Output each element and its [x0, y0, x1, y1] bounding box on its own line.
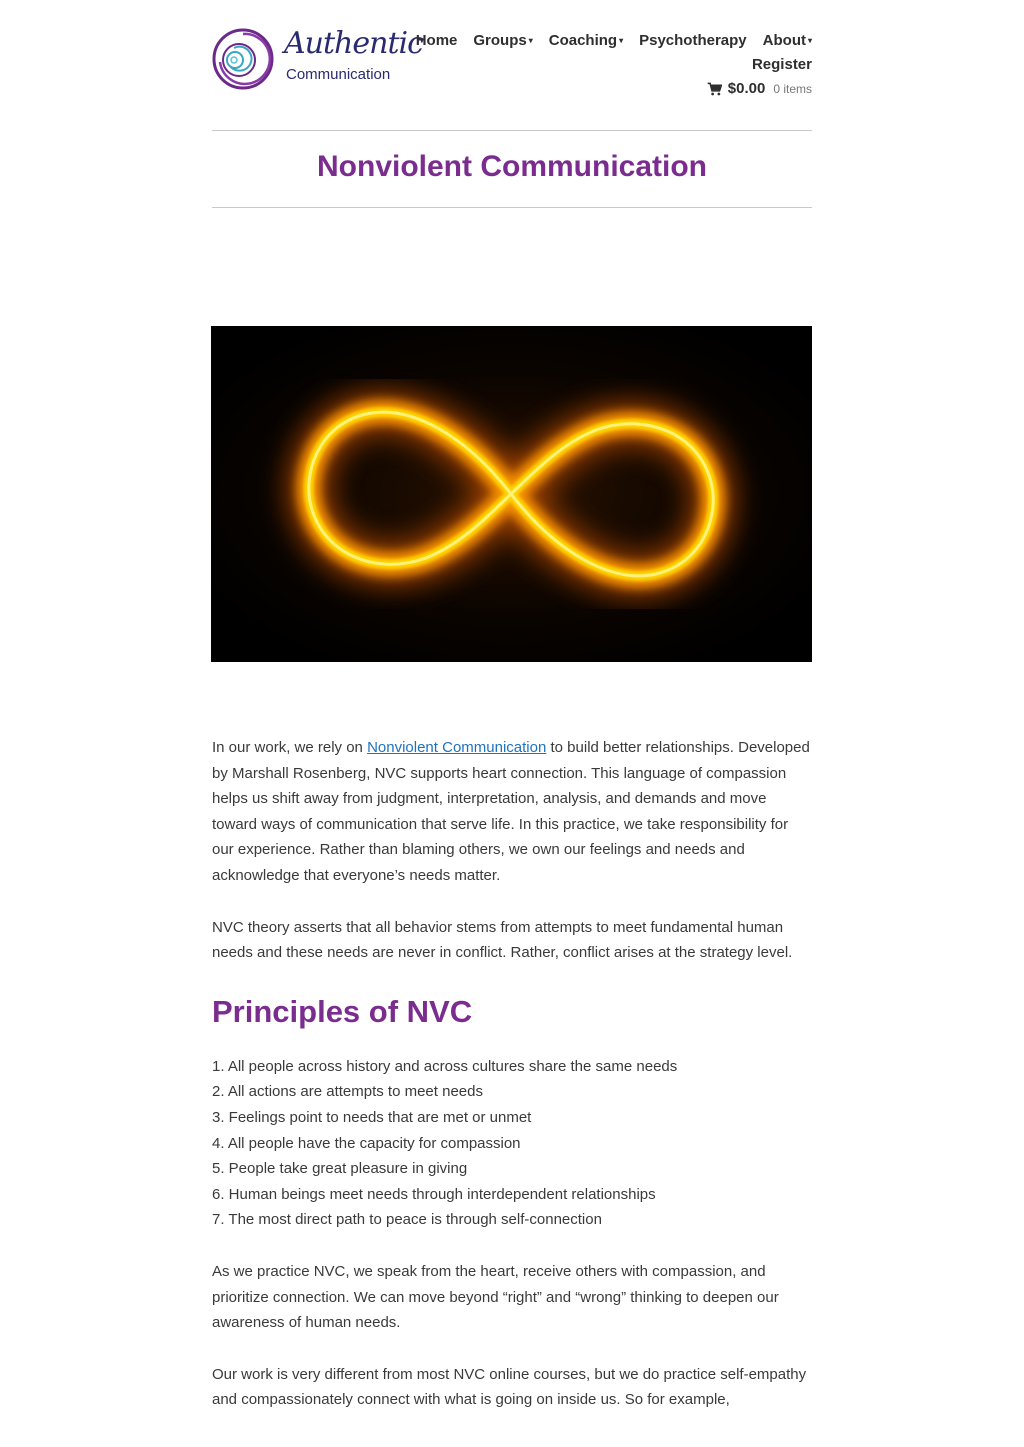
main-navigation	[392, 28, 812, 80]
infinity-glow-image	[211, 326, 812, 662]
intro-paragraph	[212, 735, 812, 889]
logo-subtitle: Communication	[286, 66, 391, 83]
principles-list	[212, 1054, 812, 1233]
cart-icon	[707, 82, 722, 96]
nav-item-about[interactable]	[763, 32, 812, 49]
work-paragraph: Our work is very different from most NVC online courses, but we do practice self-empathy and compassionately connect with what is going on inside us. So for example,	[212, 1365, 807, 1409]
theory-paragraph: NVC theory asserts that all behavior stems from attempts to meet fundamental human needs and these needs are never in conflict. Rather, conflict arises at the strategy level.	[212, 918, 793, 962]
chevron-down-icon: ▾	[807, 36, 812, 46]
principles-heading: Principles of NVC	[212, 993, 473, 1029]
divider	[212, 207, 812, 208]
page-title: Nonviolent Communication	[317, 150, 707, 183]
divider	[212, 130, 812, 131]
list-item: 2. All actions are attempts to meet needs	[212, 1083, 483, 1101]
nav-item-label: About	[762, 31, 806, 49]
nav-item-label: Groups	[473, 31, 527, 49]
nav-item-register[interactable]: Register	[751, 56, 812, 73]
article-content	[212, 735, 812, 1439]
cart-link[interactable]	[707, 80, 812, 97]
list-item: 7. The most direct path to peace is through self-connection	[212, 1211, 602, 1229]
list-item: 4. All people have the capacity for compassion	[212, 1134, 521, 1152]
chevron-down-icon: ▾	[528, 36, 533, 46]
hero-image	[211, 326, 812, 662]
nav-item-label: Psychotherapy	[639, 31, 747, 49]
cart-item-count: 0 items	[773, 82, 812, 96]
list-item: 3. Feelings point to needs that are met or unmet	[212, 1108, 532, 1126]
logo-wordmark: Authentic	[284, 26, 423, 61]
text: to build better relationships. Developed by Marshall Rosenberg, NVC supports heart connection. This language of compassion helps us shift away from judgment, interpretation, analysis, and demands and move toward ways of communication that serve life. In this practice, we take responsibility for our experience. Rather than blaming others, we own our feelings and needs and acknowledge that everyone’s needs matter.	[212, 739, 810, 884]
nav-item-label: Home	[415, 31, 458, 49]
chevron-down-icon: ▾	[619, 36, 624, 46]
spiral-logo-icon	[212, 26, 278, 92]
practice-paragraph: As we practice NVC, we speak from the heart, receive others with compassion, and prioritize connection. We can move beyond “right” and “wrong” thinking to deepen our awareness of human needs.	[212, 1262, 779, 1332]
list-item: 1. All people across history and across cultures share the same needs	[212, 1057, 678, 1075]
list-item: 5. People take great pleasure in giving	[212, 1160, 468, 1178]
text: In our work, we rely on	[212, 739, 368, 756]
nvc-link[interactable]: Nonviolent Communication	[367, 739, 547, 756]
nav-item-psychotherapy[interactable]	[639, 32, 747, 49]
site-logo[interactable]	[212, 26, 423, 92]
nav-item-home[interactable]	[416, 32, 458, 49]
list-item: 6. Human beings meet needs through interdependent relationships	[212, 1185, 656, 1203]
cart-total: $0.00	[727, 80, 766, 97]
nav-item-groups[interactable]	[473, 32, 532, 49]
nav-item-label: Coaching	[548, 31, 618, 49]
nav-item-coaching[interactable]	[549, 32, 623, 49]
